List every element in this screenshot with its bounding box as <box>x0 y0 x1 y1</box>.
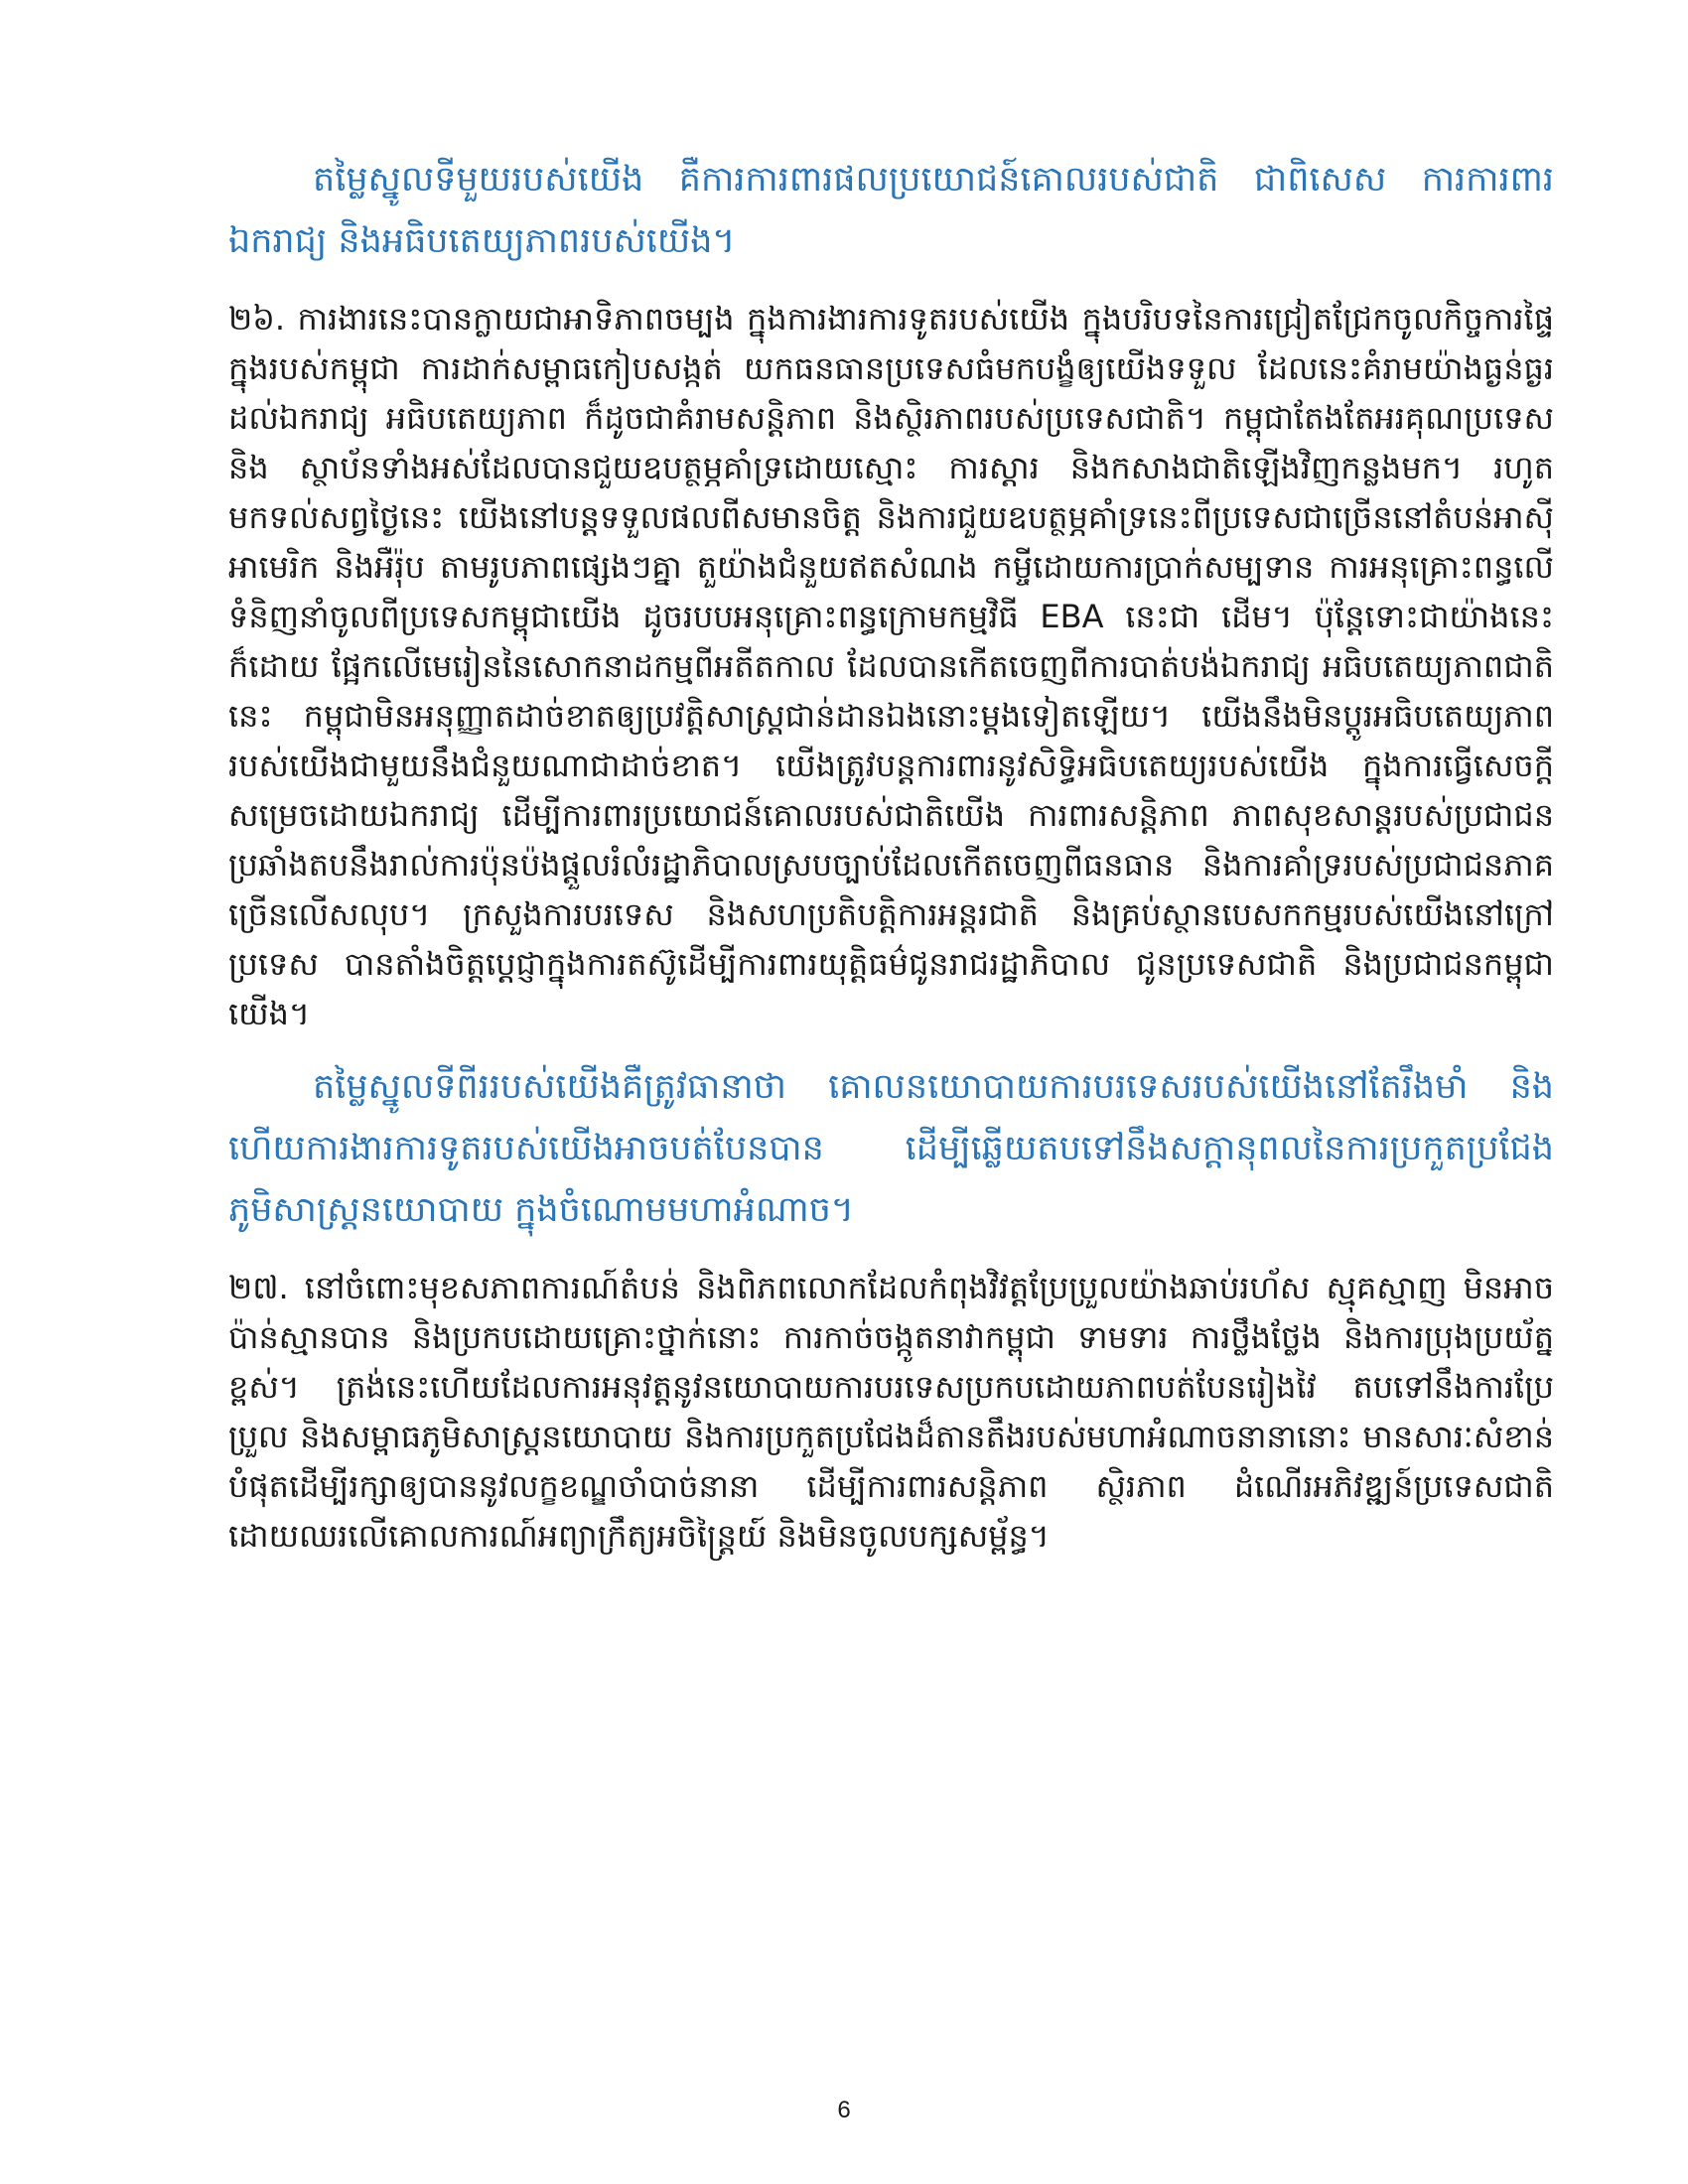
core-value-heading-1: តម្លៃស្នូលទីមួយរបស់យើង គឺការការពារផលប្រយោជន៍គោលរបស់ជាតិ ជាពិសេស ការការពារឯករាជ្យ និងអធិបតេយ្យភាពរបស់យើង។ <box>228 160 1554 261</box>
core-value-heading-2: តម្លៃស្នូលទីពីររបស់យើងគឺត្រូវធានាថា គោលនយោបាយការបរទេសរបស់យើងនៅតែរឹងមាំ និងហើយការងារការទូតរបស់យើងអាចបត់បែនបាន ដើម្បីឆ្លើយតបទៅនឹងសក្តានុពលនៃការប្រកួតប្រជែងភូមិសាស្ត្រនយោបាយ ក្នុងចំណោមមហាអំណាច។ <box>228 1067 1554 1230</box>
paragraph-26: ២៦. ការងារនេះបានក្លាយជាអាទិភាពចម្បង ក្នុងការងារការទូតរបស់យើង ក្នុងបរិបទនៃការជ្រៀតជ្រែកចូលកិច្ចការផ្ទៃក្នុងរបស់កម្ពុជា ការដាក់សម្ពាធកៀបសង្កត់ យកធនធានប្រទេសធំមកបង្ខំឲ្យយើងទទួល ដែលនេះគំរាមយ៉ាងធ្ងន់ធ្ងរដល់ឯករាជ្យ អធិបតេយ្យភាព ក៏ដូចជាគំរាមសន្តិភាព និងស្ថិរភាពរបស់ប្រទេសជាតិ។ កម្ពុជាតែងតែអរគុណប្រទេស និង ស្ថាប័នទាំងអស់ដែលបានជួយឧបត្ថម្ភគាំទ្រដោយស្មោះ ការស្តារ និងកសាងជាតិឡើងវិញកន្លងមក។ រហូតមកទល់សព្វថ្ងៃនេះ យើងនៅបន្តទទួលផលពីសមានចិត្ត និងការជួយឧបត្ថម្ភគាំទ្រនេះពីប្រទេសជាច្រើននៅតំបន់អាស៊ី អាមេរិក និងអឺរ៉ុប តាមរូបភាពផ្សេងៗគ្នា តួយ៉ាងជំនួយឥតសំណង កម្ចីដោយការប្រាក់សម្បទាន ការអនុគ្រោះពន្ធលើទំនិញនាំចូលពីប្រទេសកម្ពុជាយើង ដូចរបបអនុគ្រោះពន្ធក្រោមកម្មវិធី EBA នេះជា ដើម។ ប៉ុន្តែទោះជាយ៉ាងនេះក៏ដោយ ផ្អែកលើមេរៀននៃសោកនាដកម្មពីអតីតកាល ដែលបានកើតចេញពីការបាត់បង់ឯករាជ្យ អធិបតេយ្យភាពជាតិនេះ កម្ពុជាមិនអនុញ្ញាតដាច់ខាតឲ្យប្រវត្តិសាស្ត្រជាន់ដានឯងនោះម្តងទៀតឡើយ។ យើងនឹងមិនប្តូរអធិបតេយ្យភាពរបស់យើងជាមួយនឹងជំនួយណាជាដាច់ខាត។ យើងត្រូវបន្តការពារនូវសិទ្ធិអធិបតេយ្យរបស់យើង ក្នុងការធ្វើសេចក្តីសម្រេចដោយឯករាជ្យ ដើម្បីការពារប្រយោជន៍គោលរបស់ជាតិយើង ការពារសន្តិភាព ភាពសុខសាន្តរបស់ប្រជាជន ប្រឆាំងតបនឹងរាល់ការប៉ុនប៉ងផ្តួលរំលំរដ្ឋាភិបាលស្របច្បាប់ដែលកើតចេញពីធនធាន និងការគាំទ្ររបស់ប្រជាជនភាគច្រើនលើសលុប។ ក្រសួងការបរទេស និងសហប្រតិបត្តិការអន្តរជាតិ និងគ្រប់ស្ថានបេសកកម្មរបស់យើងនៅក្រៅប្រទេស បានតាំងចិត្តប្តេជ្ញាក្នុងការតស៊ូដើម្បីការពារយុត្តិធម៌ជូនរាជរដ្ឋាភិបាល ជូនប្រទេសជាតិ និងប្រជាជនកម្ពុជាយើង។ <box>228 300 1554 1032</box>
paragraph-27: ២៧. នៅចំពោះមុខសភាពការណ៍តំបន់ និងពិភពលោកដែលកំពុងវិវត្តប្រែប្រួលយ៉ាងឆាប់រហ័ស ស្មុគស្មាញ មិនអាចប៉ាន់ស្មានបាន និងប្រកបដោយគ្រោះថ្នាក់នោះ ការកាច់ចង្កូតនាវាកម្ពុជា ទាមទារ ការថ្លឹងថ្លែង និងការប្រុងប្រយ័ត្នខ្ពស់។ ត្រង់នេះហើយដែលការអនុវត្តនូវនយោបាយការបរទេសប្រកបដោយភាពបត់បែនរៀងវៃ តបទៅនឹងការប្រែប្រួល និងសម្ពាធភូមិសាស្ត្រនយោបាយ និងការប្រកួតប្រជែងដ៏តានតឹងរបស់មហាអំណាចនានានោះ មានសារៈសំខាន់បំផុតដើម្បីរក្សាឲ្យបាននូវលក្ខខណ្ឌចាំបាច់នានា ដើម្បីការពារសន្តិភាព ស្ថិរភាព ដំណើរអភិវឌ្ឍន៍ប្រទេសជាតិ ដោយឈរលើគោលការណ៍អព្យាក្រឹត្យអចិន្ត្រៃយ៍ និងមិនចូលបក្សសម្ព័ន្ធ។ <box>228 1269 1554 1555</box>
page-number: 6 <box>837 2097 851 2123</box>
document-body <box>228 149 1554 1561</box>
